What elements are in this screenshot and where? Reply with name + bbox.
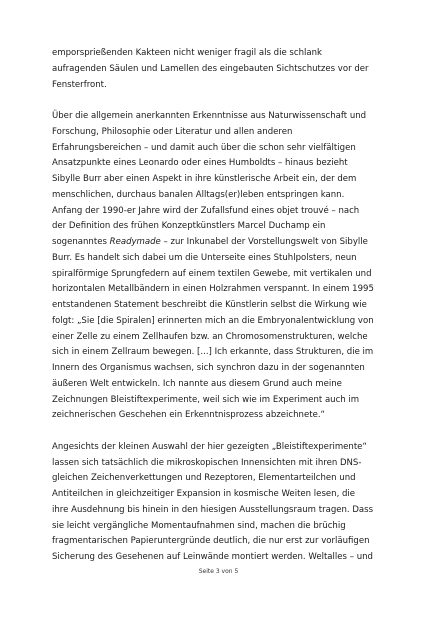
text-line: Ansatzpunkte eines Leonardo oder eines Humboldts – hinaus bezieht xyxy=(52,158,348,169)
text-line: einer Zelle zu einem Zellhaufen bzw. an Chromosomenstrukturen, welche xyxy=(52,331,368,342)
text-line: Erfahrungsbereichen – und damit auch über die schon sehr vielfältigen xyxy=(52,142,356,153)
page-number-footer: Seite 3 von 5 xyxy=(198,568,239,575)
text-line: der Definition des frühen Konzeptkünstlers Marcel Duchamp ein xyxy=(52,221,326,232)
text-line: gleichen Zeichenverkettungen und Rezeptoren, Elementarteilchen und xyxy=(52,473,356,484)
text-line: Innern des Organismus wachsen, sich synchron dazu in der sogenannten xyxy=(52,363,365,373)
text-line: Angesichts der kleinen Auswahl der hier gezeigten „Bleistiftexperimente“ xyxy=(52,441,367,452)
text-line: Zeichnungen Bleistiftexperimente, weil sich wie im Experiment auch im xyxy=(52,394,360,405)
paragraph-spacer xyxy=(52,93,400,109)
paragraph-spacer xyxy=(52,424,400,440)
text-line: emporsprießenden Kakteen nicht weniger fragil als die schlank xyxy=(52,48,322,58)
text-segment: – zur Inkunabel der Vorstellungswelt von Sibylle xyxy=(160,237,368,247)
body-text xyxy=(52,46,400,566)
text-line: zeichnerischen Geschehen ein Erkenntnisprozess abzeichnete.“ xyxy=(52,410,325,421)
text-line: Forschung, Philosophie oder Literatur und allen anderen xyxy=(52,126,293,137)
text-line: ihre Ausdehnung bis hinein in den hiesigen Ausstellungsraum tragen. Dass xyxy=(52,504,374,515)
readymade-term: Readymade xyxy=(109,237,161,247)
text-line: sich in einem Zellraum bewegen. [...] Ich erkannte, dass Strukturen, die im xyxy=(52,347,374,358)
text-line: lassen sich tatsächlich die mikroskopischen Innensichten mit ihren DNS- xyxy=(52,457,362,468)
text-line: Sibylle Burr aber einen Aspekt in ihre künstlerische Arbeit ein, der dem xyxy=(52,174,357,184)
text-line: folgt: „Sie [die Spiralen] erinnerten mich an die Embryonalentwicklung von xyxy=(52,315,374,326)
text-line: fragmentarischen Papieruntergründe deutlich, die nur erst zur vorläufigen xyxy=(52,536,370,547)
text-line: äußeren Welt entwickeln. Ich nannte aus diesem Grund auch meine xyxy=(52,378,342,389)
text-line: menschlichen, durchaus banalen Alltags(er)leben entspringen kann. xyxy=(52,189,345,200)
text-line: Antiteilchen in gleichzeitiger Expansion in kosmische Weiten lesen, die xyxy=(52,489,356,499)
text-line: entstandenen Statement beschreibt die Künstlerin selbst die Wirkung wie xyxy=(52,300,367,310)
text-line: horizontalen Metallbändern in einen Holzrahmen verspannt. In einem 1995 xyxy=(52,284,374,295)
paragraph-2 xyxy=(52,109,400,424)
text-line: spiralförmige Sprungfedern auf einem textilen Gewebe, mit vertikalen und xyxy=(52,268,372,279)
text-line: Fensterfront. xyxy=(52,79,107,90)
text-line: Sicherung des Gesehenen auf Leinwände montiert werden. Weltalles – und xyxy=(52,552,373,562)
text-line xyxy=(52,235,400,251)
text-segment: sogenanntes xyxy=(52,237,110,247)
text-line: Burr. Es handelt sich dabei um die Unterseite eines Stuhlpolsters, neun xyxy=(52,252,357,263)
text-line: aufragenden Säulen und Lamellen des eingebauten Sichtschutzes vor der xyxy=(52,63,369,74)
paragraph-1 xyxy=(52,46,400,93)
text-line: sie leicht vergängliche Momentaufnahmen sind, machen die brüchig xyxy=(52,520,346,531)
text-line: Über die allgemein anerkannten Erkenntnisse aus Naturwissenschaft und xyxy=(52,111,367,121)
text-line: Anfang der 1990-er Jahre wird der Zufallsfund eines objet trouvé – nach xyxy=(52,205,360,216)
paragraph-3 xyxy=(52,440,400,566)
